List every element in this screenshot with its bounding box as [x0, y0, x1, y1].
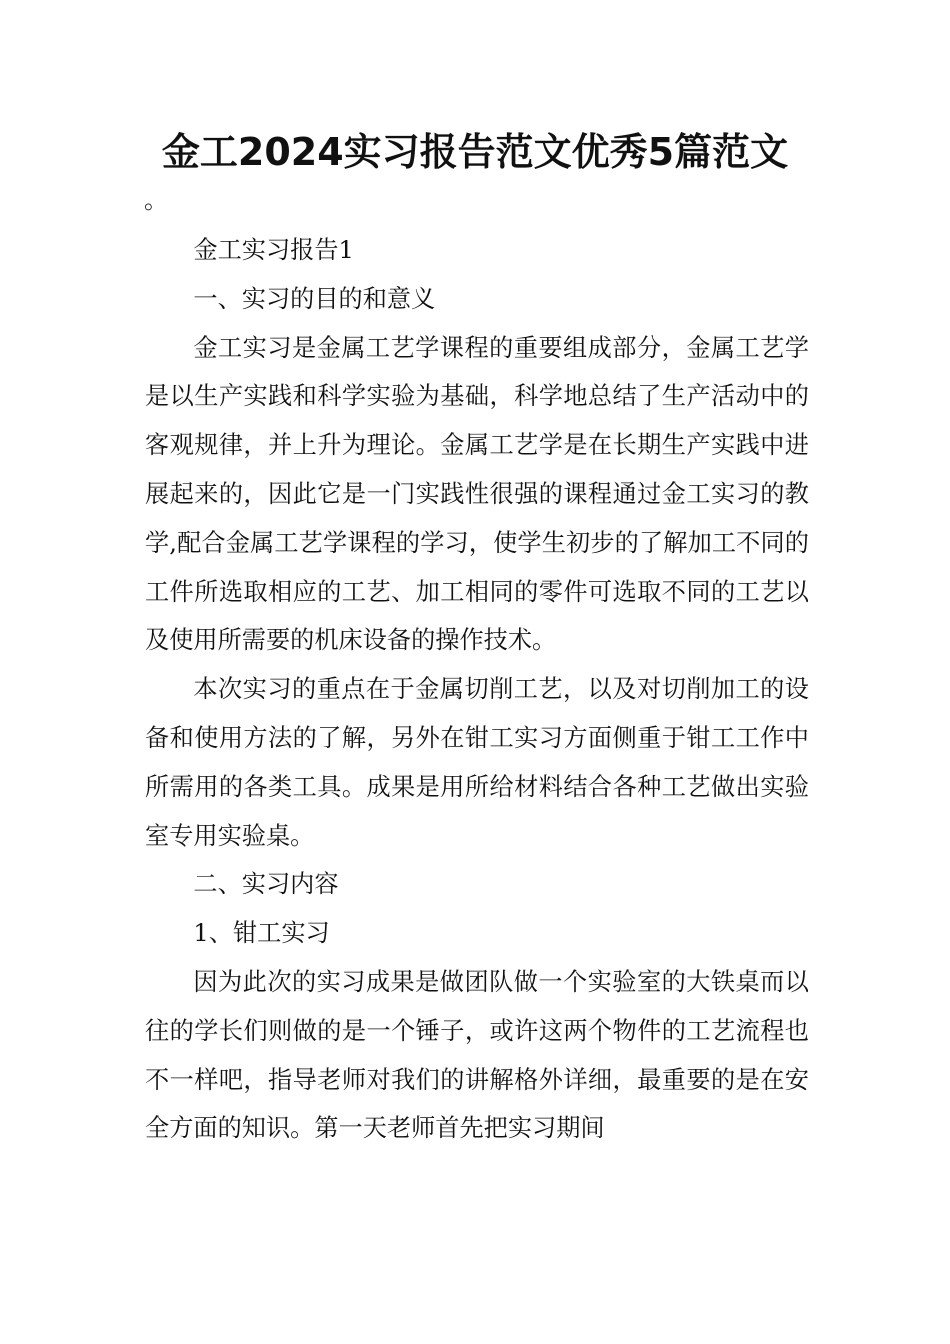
section-heading-content: 二、实习内容 — [193, 870, 339, 899]
paragraph-intro: 金工实习是金属工艺学课程的重要组成部分，金属工艺学是以生产实践和科学实验为基础，科学地总结了生产活动中的客观规律，并上升为理论。金属工艺学是在长期生产实践中进展起来的，因此它是一门实践性很强的课程通过金工实习的教学,配合金属工艺学课程的学习，使学生初步的了解加工不同的工件所选取相应的工艺、加工相同的零件可选取不同的工艺以及使用所需要的机床设备的操作技术。 — [145, 333, 809, 655]
stray-punctuation: 。 — [144, 186, 168, 214]
report-heading: 金工实习报告1 — [193, 236, 354, 264]
section-heading-purpose: 一、实习的目的和意义 — [193, 284, 436, 313]
document-body — [145, 226, 809, 1153]
subsection-heading-fitter: 1、钳工实习 — [193, 919, 330, 948]
document-title: 金工2024实习报告范文优秀5篇范文 — [161, 130, 789, 174]
paragraph-fitter: 因为此次的实习成果是做团队做一个实验室的大铁桌而以往的学长们则做的是一个锤子，或许这两个物件的工艺流程也不一样吧，指导老师对我们的讲解格外详细，最重要的是在安全方面的知识。第一天老师首先把实习期间 — [145, 967, 809, 1143]
paragraph-focus: 本次实习的重点在于金属切削工艺，以及对切削加工的设备和使用方法的了解，另外在钳工实习方面侧重于钳工工作中所需用的各类工具。成果是用所给材料结合各种工艺做出实验室专用实验桌。 — [145, 675, 809, 850]
